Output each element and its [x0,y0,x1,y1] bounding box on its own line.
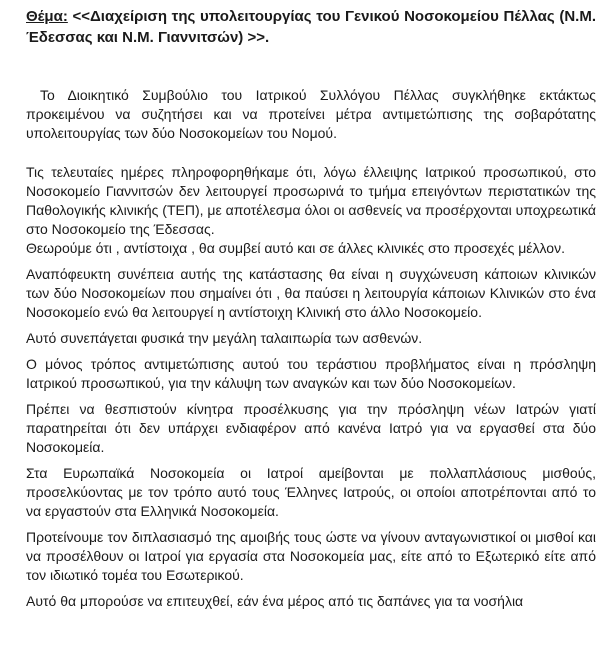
paragraph-proposal: Προτείνουμε τον διπλασιασμό της αμοιβής τους ώστε να γίνουν ανταγωνιστικοί οι μισθοί και να προσέλθουν οι Ιατροί για εργασία στα Νοσοκομεία μας, είτε από το Εξωτερικό είτε από τον ιδιωτικό τομέα του Εσωτερικού. [26,529,596,583]
paragraph-only-solution: Ο μόνος τρόπος αντιμετώπισης αυτού του τεράστιου προβλήματος είναι η πρόσληψη Ιατρικού προσωπικού, για την κάλυψη των αναγκών και των δύο Νοσοκομείων. [26,356,596,391]
paragraph-patient-hardship: Αυτό συνεπάγεται φυσικά την μεγάλη ταλαιπωρία των ασθενών. [26,330,423,346]
subject-label: Θέμα: [26,8,68,25]
paragraph-funding: Αυτό θα μπορούσε να επιτευχθεί, εάν ένα μέρος από τις δαπάνες για τα νοσήλια [26,593,524,609]
paragraph-emergency-dept: Τις τελευταίες ημέρες πληροφορηθήκαμε ότι, λόγω έλλειψης Ιατρικού προσωπικού, στο Νοσοκομείο Γιαννιτσών δεν λειτουργεί προσωρινά το τμήμα επειγόντων περιστατικών της Παθολογικής κλινικής (ΤΕΠ), με αποτέλεσμα όλοι οι ασθενείς να προσέρχονται υποχρεωτικά στο Νοσοκομείο της Έδεσσας. [26,164,596,237]
paragraph-merger: Αναπόφευκτη συνέπεια αυτής της κατάστασης θα είναι η συγχώνευση κάποιων κλινικών των δύο Νοσοκομείων που σημαίνει ότι , θα παύσει η λειτουργία κάποιων Κλινικών στο ένα Νοσοκομείο ενώ θα λειτουργεί η αντίστοιχη Κλινική στο άλλο Νοσοκομείο. [26,266,596,320]
subject-line [26,6,596,48]
paragraph-incentives: Πρέπει να θεσπιστούν κίνητρα προσέλκυσης για την πρόσληψη νέων Ιατρών γιατί παρατηρείται ότι δεν υπάρχει ενδιαφέρον από κανένα Ιατρό για να εργασθεί στα δύο Νοσοκομεία. [26,401,596,455]
paragraph-future-clinics: Θεωρούμε ότι , αντίστοιχα , θα συμβεί αυτό και σε άλλες κλινικές στο προσεχές μέλλον. [26,240,565,256]
paragraph-intro: Το Διοικητικό Συμβούλιο του Ιατρικού Συλλόγου Πέλλας συγκλήθηκε εκτάκτως προκειμένου να συζητήσει και να προτείνει μέτρα αντιμετώπισης της σοβαρότατης υπολειτουργίας των δύο Νοσοκομείων του Νομού. [26,87,596,141]
subject-text: <<Διαχείριση της υπολειτουργίας του Γενικού Νοσοκομείου Πέλλας (Ν.Μ. Έδεσσας και Ν.Μ. Γιαννιτσών) >>. [26,8,596,46]
paragraph-european-salaries: Στα Ευρωπαϊκά Νοσοκομεία οι Ιατροί αμείβονται με πολλαπλάσιους μισθούς, προσελκύοντας με τον τρόπο αυτό τους Έλληνες Ιατρούς, οι οποίοι αποτρέπονται από το να εργαστούν στα Ελληνικά Νοσοκομεία. [26,465,596,519]
